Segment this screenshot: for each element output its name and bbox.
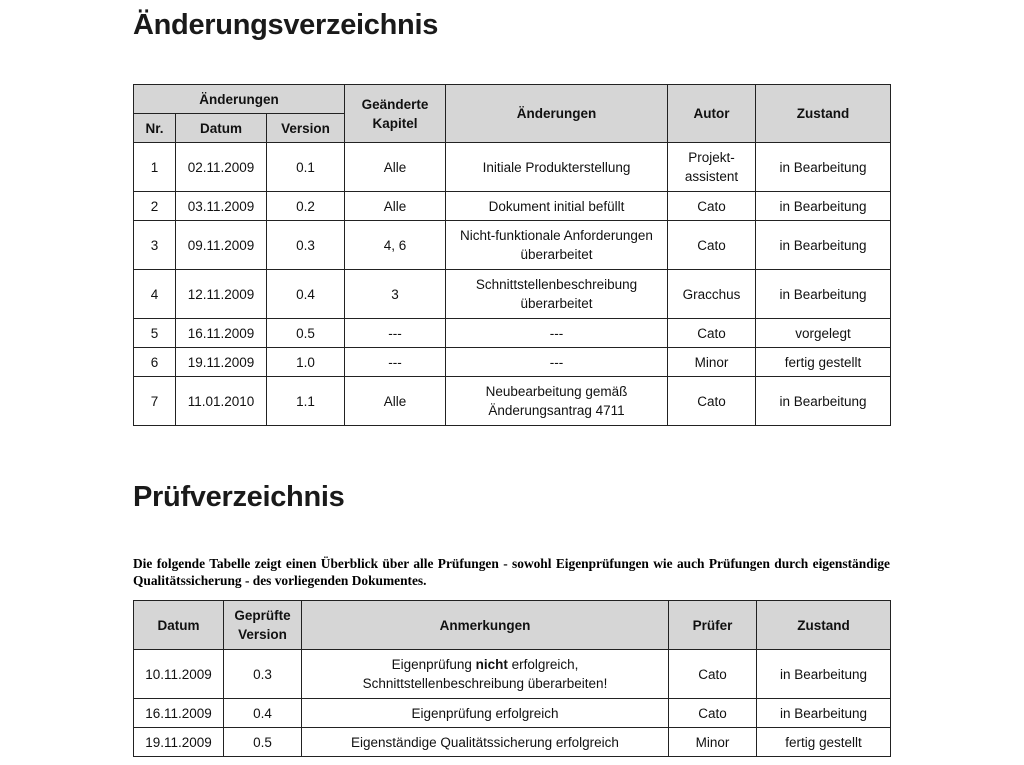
cell-zustand: in Bearbeitung <box>757 650 891 699</box>
cell-datum: 16.11.2009 <box>176 319 267 348</box>
cell-nr: 5 <box>134 319 176 348</box>
header-zustand: Zustand <box>757 601 891 650</box>
cell-aenderung: Nicht-funktionale Anforderungen überarbeitet <box>446 221 668 270</box>
cell-nr: 2 <box>134 192 176 221</box>
cell-version: 0.1 <box>267 143 345 192</box>
cell-zustand: in Bearbeitung <box>756 270 891 319</box>
header-pruefer: Prüfer <box>669 601 757 650</box>
cell-version: 0.5 <box>267 319 345 348</box>
anmerkung-text: Eigenständige Qualitätssicherung erfolgreich <box>351 734 619 750</box>
cell-autor: Cato <box>668 221 756 270</box>
cell-kapitel: --- <box>345 319 446 348</box>
header-gepruefte-version: Geprüfte Version <box>224 601 302 650</box>
cell-pruefer: Minor <box>669 728 757 757</box>
cell-version: 0.3 <box>267 221 345 270</box>
cell-zustand: vorgelegt <box>756 319 891 348</box>
table-row <box>134 270 891 319</box>
table-row <box>134 348 891 377</box>
cell-autor: Projekt-assistent <box>668 143 756 192</box>
intro-paragraph: Die folgende Tabelle zeigt einen Überblick über alle Prüfungen - sowohl Eigenprüfungen wie auch Prüfungen durch eigenständige Qualitätssicherung - des vorliegenden Dokumentes. <box>133 556 890 588</box>
cell-version: 0.5 <box>224 728 302 757</box>
cell-zustand: fertig gestellt <box>756 348 891 377</box>
cell-zustand: in Bearbeitung <box>756 221 891 270</box>
cell-kapitel: 3 <box>345 270 446 319</box>
cell-datum: 10.11.2009 <box>134 650 224 699</box>
cell-pruefer: Cato <box>669 699 757 728</box>
cell-version: 0.4 <box>224 699 302 728</box>
cell-zustand: in Bearbeitung <box>756 377 891 426</box>
anmerkung-text: Eigenprüfung <box>391 657 476 672</box>
header-nr: Nr. <box>134 114 176 143</box>
cell-nr: 3 <box>134 221 176 270</box>
cell-aenderung: Neubearbeitung gemäß Änderungsantrag 4711 <box>446 377 668 426</box>
table-row <box>134 143 891 192</box>
table-row <box>134 650 891 699</box>
cell-kapitel: Alle <box>345 377 446 426</box>
cell-datum: 03.11.2009 <box>176 192 267 221</box>
header-geaenderte-kapitel: Geänderte Kapitel <box>345 85 446 143</box>
cell-nr: 6 <box>134 348 176 377</box>
cell-aenderung: Schnittstellenbeschreibung überarbeitet <box>446 270 668 319</box>
cell-zustand: in Bearbeitung <box>756 192 891 221</box>
cell-nr: 1 <box>134 143 176 192</box>
cell-zustand: fertig gestellt <box>757 728 891 757</box>
cell-anmerkungen <box>302 650 669 699</box>
cell-kapitel: --- <box>345 348 446 377</box>
heading-aenderungsverzeichnis: Änderungsverzeichnis <box>133 9 439 41</box>
cell-version: 1.0 <box>267 348 345 377</box>
cell-autor: Cato <box>668 192 756 221</box>
cell-autor: Cato <box>668 319 756 348</box>
header-zustand: Zustand <box>756 85 891 143</box>
cell-anmerkungen <box>302 728 669 757</box>
anmerkung-text: Eigenprüfung erfolgreich <box>411 705 559 721</box>
cell-version: 0.3 <box>224 650 302 699</box>
cell-kapitel: Alle <box>345 192 446 221</box>
change-log-table <box>133 84 891 426</box>
cell-nr: 4 <box>134 270 176 319</box>
header-autor: Autor <box>668 85 756 143</box>
table-row <box>134 319 891 348</box>
cell-pruefer: Cato <box>669 650 757 699</box>
cell-autor: Cato <box>668 377 756 426</box>
cell-aenderung: Initiale Produkterstellung <box>446 143 668 192</box>
review-log-table <box>133 600 891 757</box>
table-row <box>134 192 891 221</box>
cell-zustand: in Bearbeitung <box>756 143 891 192</box>
table-row <box>134 377 891 426</box>
cell-datum: 09.11.2009 <box>176 221 267 270</box>
cell-nr: 7 <box>134 377 176 426</box>
anmerkung-emphasis: nicht <box>475 657 508 672</box>
table-row <box>134 221 891 270</box>
cell-datum: 11.01.2010 <box>176 377 267 426</box>
header-datum: Datum <box>134 601 224 650</box>
cell-zustand: in Bearbeitung <box>757 699 891 728</box>
cell-version: 0.2 <box>267 192 345 221</box>
cell-version: 1.1 <box>267 377 345 426</box>
anmerkung-text: erfolgreich, Schnittstellenbeschreibung überarbeiten! <box>362 657 608 691</box>
cell-aenderung: --- <box>446 319 668 348</box>
table-row <box>134 728 891 757</box>
cell-datum: 02.11.2009 <box>176 143 267 192</box>
cell-anmerkungen <box>302 699 669 728</box>
header-version: Version <box>267 114 345 143</box>
cell-datum: 12.11.2009 <box>176 270 267 319</box>
cell-aenderung: --- <box>446 348 668 377</box>
header-group-aenderungen: Änderungen <box>134 85 345 114</box>
heading-pruefverzeichnis: Prüfverzeichnis <box>133 481 345 513</box>
cell-kapitel: 4, 6 <box>345 221 446 270</box>
cell-datum: 19.11.2009 <box>134 728 224 757</box>
table-row <box>134 699 891 728</box>
cell-aenderung: Dokument initial befüllt <box>446 192 668 221</box>
cell-datum: 16.11.2009 <box>134 699 224 728</box>
cell-autor: Gracchus <box>668 270 756 319</box>
cell-kapitel: Alle <box>345 143 446 192</box>
header-datum: Datum <box>176 114 267 143</box>
cell-datum: 19.11.2009 <box>176 348 267 377</box>
cell-version: 0.4 <box>267 270 345 319</box>
cell-autor: Minor <box>668 348 756 377</box>
header-anmerkungen: Anmerkungen <box>302 601 669 650</box>
header-aenderungen: Änderungen <box>446 85 668 143</box>
